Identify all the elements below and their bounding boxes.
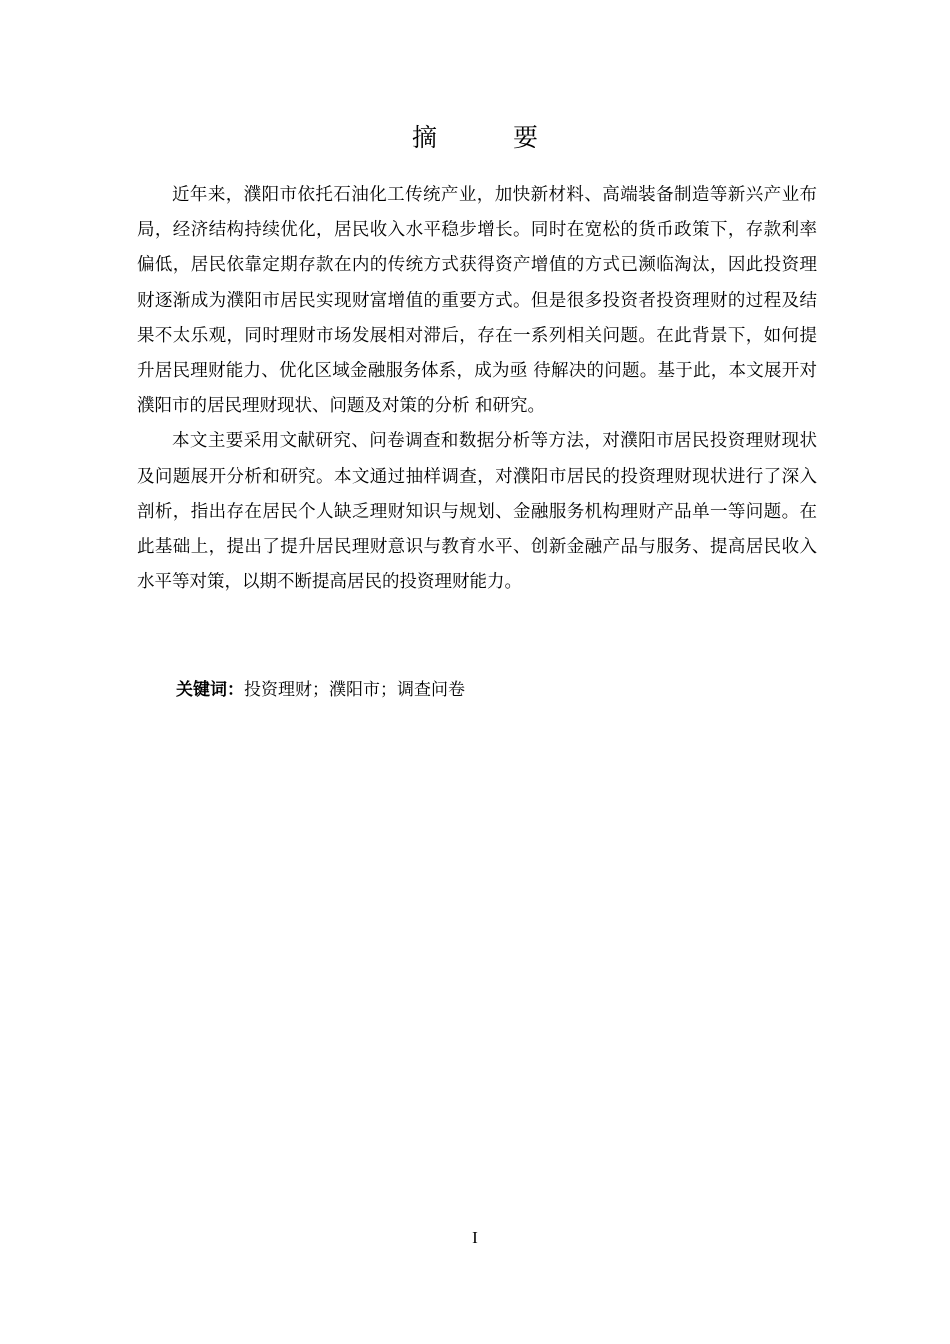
keywords-label: 关键词： (176, 680, 244, 700)
abstract-title: 摘 要 (412, 123, 572, 152)
abstract-paragraph-1: 近年来，濮阳市依托石油化工传统产业，加快新材料、高端装备制造等新兴产业布局，经济结构持续优化，居民收入水平稳步增长。同时在宽松的货币政策下，存款利率偏低，居民依靠定期存款在内的传统方式获得资产增值的方式已濒临淘汰，因此投资理财逐渐成为濮阳市居民实现财富增值的重要方式。但是很多投资者投资理财的过程及结果不太乐观，同时理财市场发展相对滞后，存在一系列相关问题。在此背景下，如何提升居民理财能力、优化区域金融服务体系，成为亟 待解决的问题。基于此，本文展开对濮阳市的居民理财现状、问题及对策的分析 和研究。 (137, 185, 817, 417)
abstract-body (137, 178, 817, 600)
keywords-text: 投资理财；濮阳市；调查问卷 (244, 680, 465, 700)
abstract-paragraph-2: 本文主要采用文献研究、问卷调查和数据分析等方法，对濮阳市居民投资理财现状及问题展开分析和研究。本文通过抽样调查，对濮阳市居民的投资理财现状进行了深入剖析，指出存在居民个人缺乏理财知识与规划、金融服务机构理财产品单一等问题。在此基础上，提出了提升居民理财意识与教育水平、创新金融产品与服务、提高居民收入水平等对策，以期不断提高居民的投资理财能力。 (137, 431, 817, 593)
page-number: I (472, 1228, 478, 1247)
keywords-line (176, 673, 465, 707)
